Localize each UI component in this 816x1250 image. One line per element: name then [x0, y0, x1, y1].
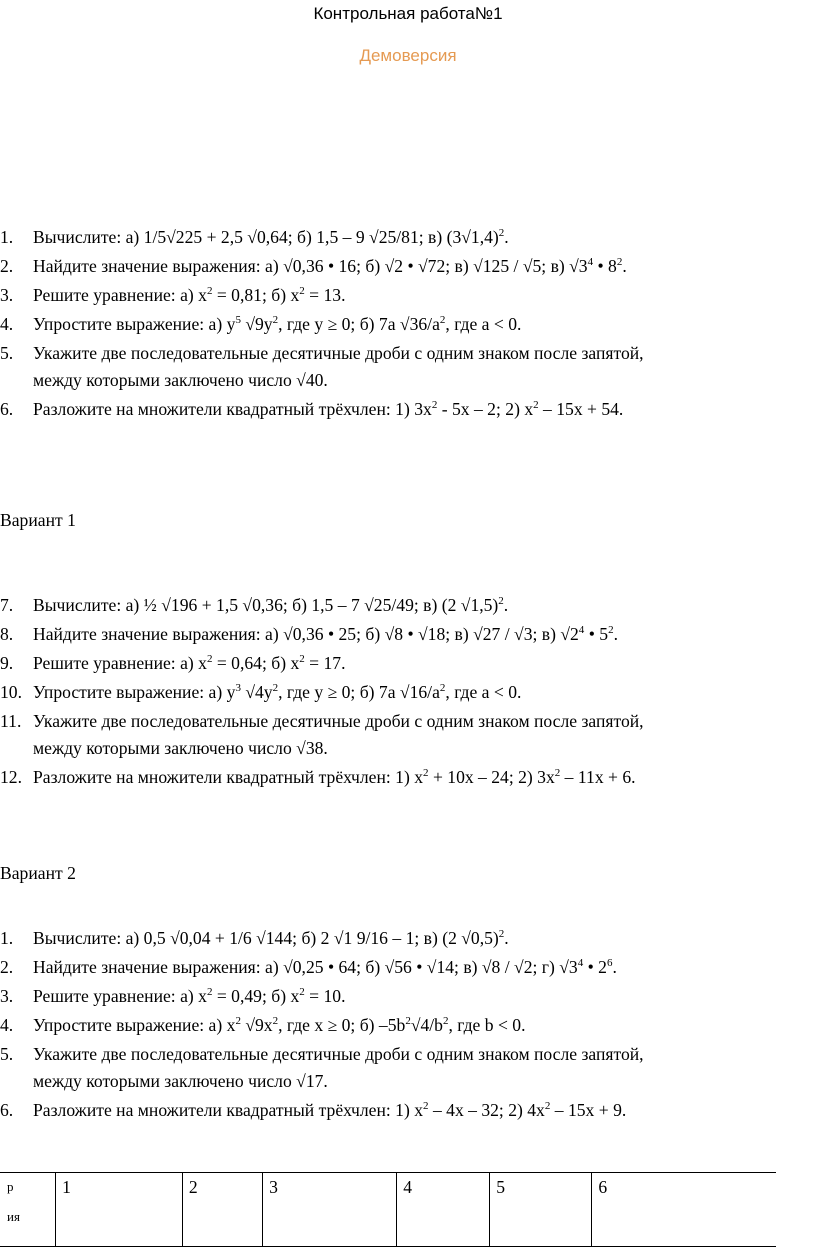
task-item: [0, 764, 816, 791]
task-number: 9.: [0, 653, 14, 673]
task-item: [0, 592, 816, 619]
task-text: Укажите две последовательные десятичные дроби с одним знаком после запятой, между которыми заключено число √38.: [33, 711, 644, 758]
task-number: 3.: [0, 285, 14, 305]
variant-2-task-list: [0, 925, 816, 1126]
answer-table-row: [0, 1173, 776, 1247]
answer-table: [0, 1172, 776, 1247]
variant-1-heading: Вариант 1: [0, 510, 76, 530]
task-item: [0, 650, 816, 677]
task-number: 12.: [0, 766, 22, 787]
task-item: [0, 224, 816, 251]
document-subtitle: Демоверсия: [359, 46, 457, 65]
task-number: 1.: [0, 227, 14, 247]
answer-table-cell-6[interactable]: 6: [592, 1173, 776, 1247]
answer-table-header-cell: [0, 1173, 56, 1247]
task-number: 7.: [0, 595, 14, 615]
task-item: [0, 340, 816, 393]
task-item: [0, 396, 816, 423]
variant-1-task-list: [0, 592, 816, 793]
task-number: 4.: [0, 314, 14, 334]
task-number: 8.: [0, 624, 14, 644]
task-item: [0, 253, 816, 280]
task-number: 6.: [0, 398, 14, 419]
task-item: [0, 708, 816, 761]
task-text: Найдите значение выражения: а) √0,36 • 25; б) √8 • √18; в) √27 / √3; в) $√2^4$ • $5^2$.: [33, 624, 618, 644]
task-number: 5.: [0, 343, 14, 363]
task-text: Решите уравнение: а) $х^2 = 0,81$; б) $х^2 = 13$.: [33, 285, 346, 305]
task-item: [0, 282, 816, 309]
demo-task-list: [0, 224, 816, 425]
task-text: Упростите выражение: а) $х^2$ $√9х^2$, где х ≥ 0; б) $-5b^2√4/b^2$, где b < 0.: [33, 1015, 526, 1035]
answer-table-cell-5[interactable]: 5: [490, 1173, 592, 1247]
task-text: Разложите на множители квадратный трёхчлен: 1) $х^2 - 4х - 32$; 2) $4х^2 - 15х + 9$.: [33, 1099, 627, 1120]
task-text: Укажите две последовательные десятичные дроби с одним знаком после запятой, между которыми заключено число √40.: [33, 343, 644, 390]
answer-table-header-line: ия: [7, 1209, 20, 1224]
task-text: Решите уравнение: а) $х^2 = 0,49$; б) $х^2 = 10$.: [33, 986, 346, 1006]
task-text: Вычислите: а) 1/5√225 + 2,5 √0,64; б) 1,5 – 9 √25/81; в) $(3√1,4)^2$.: [33, 227, 509, 247]
task-item: [0, 925, 816, 952]
task-text: Укажите две последовательные десятичные дроби с одним знаком после запятой, между которыми заключено число √17.: [33, 1044, 644, 1091]
task-number: 5.: [0, 1044, 14, 1064]
variant-2-heading: Вариант 2: [0, 863, 76, 883]
task-item: [0, 983, 816, 1010]
task-text: Разложите на множители квадратный трёхчлен: 1) $3х^2 - 5х - 2$; 2) $х^2 - 15х + 54$.: [33, 398, 624, 419]
task-item: [0, 311, 816, 338]
task-number: 10.: [0, 682, 22, 702]
answer-table-cell-4[interactable]: 4: [397, 1173, 490, 1247]
task-number: 2.: [0, 957, 14, 977]
task-number: 1.: [0, 928, 14, 948]
answer-table-cell-1[interactable]: 1: [56, 1173, 183, 1247]
task-number: 4.: [0, 1015, 14, 1035]
answer-table-header-line: р: [7, 1179, 14, 1194]
task-item: [0, 621, 816, 648]
task-item: [0, 1097, 816, 1124]
task-number: 11.: [0, 711, 22, 731]
task-number: 3.: [0, 986, 14, 1006]
task-text: Упростите выражение: а) $у^5$ $√9у^2$, где у ≥ 0; б) 7а $√36/а^2$, где а < 0.: [33, 314, 522, 334]
task-number: 2.: [0, 256, 14, 276]
task-text: Найдите значение выражения: а) √0,36 • 16; б) √2 • √72; в) √125 / √5; в) $√3^4$ • $8^2$.: [33, 256, 627, 276]
task-item: [0, 1041, 816, 1094]
task-number: 6.: [0, 1099, 14, 1120]
task-text: Разложите на множители квадратный трёхчлен: 1) $х^2 + 10х - 24$; 2) $3х^2 - 11х + 6$.: [33, 766, 636, 787]
task-text: Вычислите: а) ½ √196 + 1,5 √0,36; б) 1,5 – 7 √25/49; в) (2 √1,5)$^2$.: [33, 595, 509, 615]
task-text: Вычислите: а) 0,5 √0,04 + 1/6 √144; б) 2 √1 9/16 – 1; в) (2 √0,5)$^2$.: [33, 928, 509, 948]
document-title: Контрольная работа№1: [313, 4, 503, 23]
task-item: [0, 954, 816, 981]
task-text: Упростите выражение: а) $у^3$ $√4у^2$, где у ≥ 0; б) 7а $√16/а^2$, где а < 0.: [33, 682, 522, 702]
answer-table-cell-2[interactable]: 2: [182, 1173, 262, 1247]
task-item: [0, 679, 816, 706]
task-text: Найдите значение выражения: а) √0,25 • 64; б) √56 • √14; в) √8 / √2; г) $√3^4$ • $2^6$.: [33, 957, 617, 977]
task-text: Решите уравнение: а) $х^2 = 0,64$; б) $х^2 = 17$.: [33, 653, 346, 673]
task-item: [0, 1012, 816, 1039]
answer-table-cell-3[interactable]: 3: [263, 1173, 397, 1247]
